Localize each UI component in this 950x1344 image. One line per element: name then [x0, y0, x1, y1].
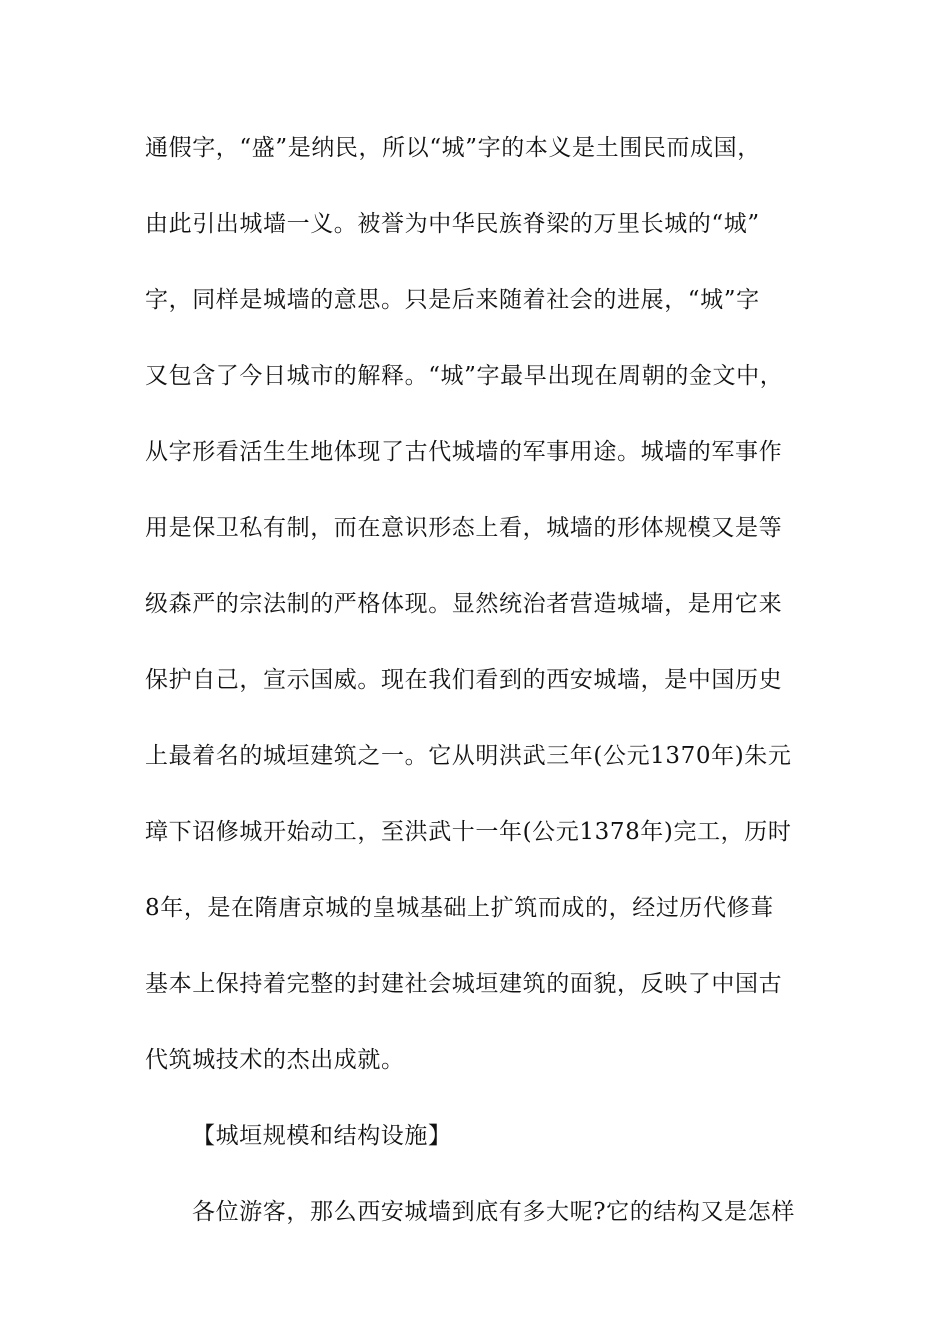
paragraph-line-3: 字，同样是城墙的意思。只是后来随着社会的进展，“城”字 [145, 287, 760, 313]
paragraph-line-13: 代筑城技术的杰出成就。 [145, 1047, 405, 1073]
paragraph-line-11: 8年，是在隋唐京城的皇城基础上扩筑而成的，经过历代修葺 [145, 895, 774, 921]
paragraph-line-2: 由此引出城墙一义。被誉为中华民族脊梁的万里长城的“城” [145, 211, 760, 237]
paragraph-line-1: 通假字，“盛”是纳民，所以“城”字的本义是土围民而成国， [145, 135, 761, 161]
paragraph-line-4: 又包含了今日城市的解释。“城”字最早出现在周朝的金文中， [145, 363, 784, 389]
paragraph-line-5: 从字形看活生生地体现了古代城墙的军事用途。城墙的军事作 [145, 439, 783, 465]
paragraph-line-6: 用是保卫私有制，而在意识形态上看，城墙的形体规模又是等 [145, 515, 783, 541]
paragraph-line-7: 级森严的宗法制的严格体现。显然统治者营造城墙，是用它来 [145, 591, 783, 617]
section-heading: 【城垣规模和结构设施】 [192, 1123, 452, 1149]
paragraph-line-9: 上最着名的城垣建筑之一。它从明洪武三年(公元1370年)朱元 [145, 743, 792, 769]
paragraph-line-next: 各位游客，那么西安城墙到底有多大呢?它的结构又是怎样 [192, 1199, 795, 1225]
paragraph-line-8: 保护自己，宣示国威。现在我们看到的西安城墙，是中国历史 [145, 667, 783, 693]
paragraph-line-12: 基本上保持着完整的封建社会城垣建筑的面貌，反映了中国古 [145, 971, 783, 997]
paragraph-line-10: 璋下诏修城开始动工，至洪武十一年(公元1378年)完工，历时 [145, 819, 792, 845]
